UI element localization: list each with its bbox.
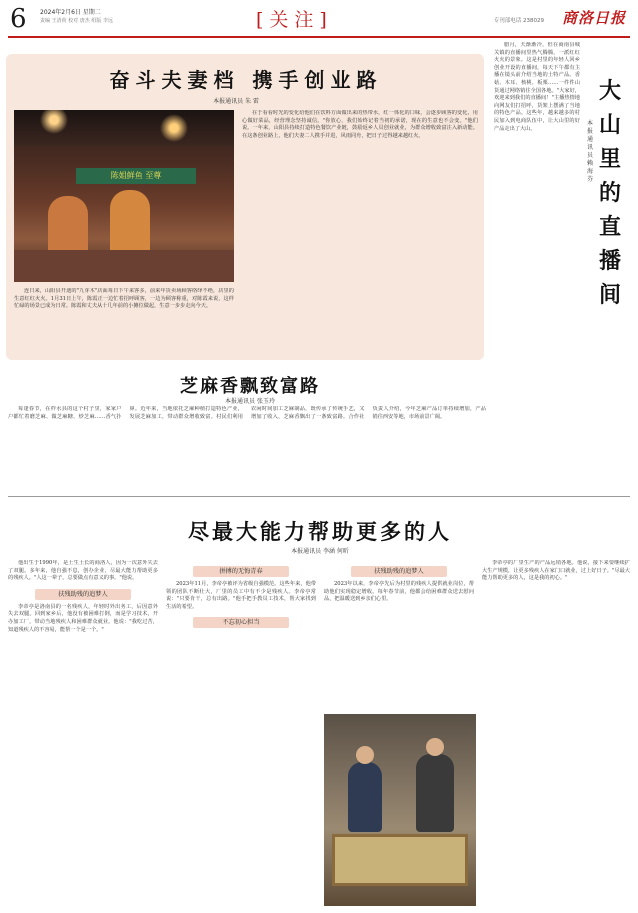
feature1-body-left: 连日来，山阳县开迪的"九芽木"店面每日下午来客多，前来年货卖场顾客络绎不绝，店里的生意红红火火。1月31日上午，陈霞正一边忙着招呼顾客，一边为顾客称重，对陈霞来说，这样忙碌的场景已成为日常。陈霞和丈夫从十几年前的小摊位做起，生意一步步走向今天。 [14, 288, 234, 310]
shop-sign: 陈姐鲜鱼 至尊 [76, 168, 196, 184]
feature1-photo [14, 110, 234, 282]
feature3-col3: 扶残助残的追梦人 2023年以来，李帝亭先后为村里的残疾人提供就业岗位，帮助他们实现稳定增收。每年春节前，他都会给困难群众送去慰问品，把温暖送到乡亲们心里。 [324, 568, 474, 603]
feature3-photo [324, 714, 476, 906]
masthead [8, 4, 630, 34]
masthead-rule [8, 36, 630, 38]
feature3-byline: 本报通讯员 李涵 何昕 [291, 548, 349, 555]
subhead: 不忘初心担当 [193, 617, 289, 628]
person-head [426, 738, 444, 756]
feature2-title: 芝麻香飘致富路 [180, 376, 320, 397]
feature2-body: 每逢春节，在柞水县的这个村子里，家家户户都忙着磨芝麻、做芝麻糖、炒芝麻……香气扑鼻。近年来，当地依托芝麻种植打造特色产业，发展芝麻加工，带动群众增收致富。村民们利用农闲时间加工芝麻制品，既传承了传统手艺，又增加了收入，芝麻香飘出了一条致富路。合作社负责人介绍，今年芝麻产品订单持续增加，产品销往西安等地，市场前景广阔。 [8, 406, 486, 420]
work-tray [332, 834, 468, 886]
feature3-col2: 拼搏的无悔青春 2023年11月，李帝亭被评为省级自强模范。这些年来，他带领的团队不断壮大，厂里的员工中有不少是残疾人。李帝亭常说："只要肯干，总有出路。"他手把手教员工技术，帮大家找到生活的希望。 不忘初心担当 [166, 568, 316, 627]
newspaper-logo: 商洛日报 [561, 9, 626, 27]
feature1-title: 奋斗夫妻档 携手创业路 [109, 68, 383, 92]
feature3-col4: 李帝亭的厂里生产的产品远销各地。他说，接下来要继续扩大生产规模，让更多残疾人在家门口就业，过上好日子。"尽最大能力帮助更多的人，这是我的初心。" [482, 560, 630, 582]
sidebar-body: 腊月，天渐渐冷，但在商南县城关镇的直播间里热气腾腾，一派红红火火的景象。这是村里的年轻人回乡创业开设的直播间，每天下午都有主播在镜头前介绍当地的土特产品。香菇、木耳、核桃、板栗……一件件山货通过网络销往全国各地。"大家好，欢迎来到我们的直播间！"主播热情地向网友们打招呼，货架上摆满了当地的特色产品。这些年，越来越多的村民加入到电商队伍中，让大山里的好产品走出了大山。 [494, 42, 580, 132]
sidebar-title: 大 山 里 的 直 播 间 [598, 78, 621, 308]
person-head [356, 746, 374, 764]
feature3-col1: 他出生于1990年，是土生土长的商洛人，因为一次意外失去了双腿。多年来，他自强不息，创办企业，尽最大能力帮助更多的残疾人。"人这一辈子，总要做点有意义的事。"他说。 扶残助残的追梦人 李帝亭是洛南县的一名残疾人，年轻时外出务工，后因意外失去双腿。回到家乡后，他没有被困难打倒，而是学习技术，开办加工厂，带动当地残疾人和困难群众就业。他说："我吃过苦，知道残疾人的不容易，能帮一个是一个。" [8, 560, 158, 633]
masthead-meta [40, 8, 113, 26]
feature-couple-business [6, 54, 484, 360]
subhead: 扶残助残的追梦人 [35, 589, 131, 600]
sidebar-live-stream [494, 40, 632, 480]
edit-phone: 专刊部电话 238029 [493, 18, 544, 24]
person-figure [348, 762, 382, 832]
shop-counter [14, 250, 234, 282]
divider [8, 496, 630, 497]
person-figure [416, 754, 454, 832]
subhead: 拼搏的无悔青春 [193, 566, 289, 577]
feature1-body-right: 在于看看时光的变化给他们在饮料方面做出来的热带水，红一体化的口味，会逐步顾客的变化，用心做好菜品，经营理念坚持诚信。"你放心，我们始终记着当初的承诺，现在的生意也不会变。"他们说。一年来，山阳县持续打造特色餐饮产业链，鼓励返乡人员创业就业，为群众增收致富注入新动能。在这条创业路上，他们夫妻二人携手并进，风雨同舟，把日子过得越来越红火。 [242, 110, 478, 139]
page-number: 6 [10, 4, 27, 34]
feature2-byline: 本报通讯员 张玉玲 [225, 398, 275, 405]
feature3-title: 尽最大能力帮助更多的人 [188, 519, 452, 544]
section-label: [关注] [256, 9, 333, 31]
feature1-byline: 本报通讯员 朱 雷 [213, 98, 259, 105]
staff-line: 责编 王清荷 校对 唐杰 组版 李远 [40, 18, 113, 24]
issue-date: 2024年2月6日 星期二 [40, 9, 101, 16]
subhead: 扶残助残的追梦人 [351, 566, 447, 577]
sidebar-byline: 本报通讯员 赖海芬 [586, 120, 593, 183]
photo-lights [14, 110, 234, 146]
